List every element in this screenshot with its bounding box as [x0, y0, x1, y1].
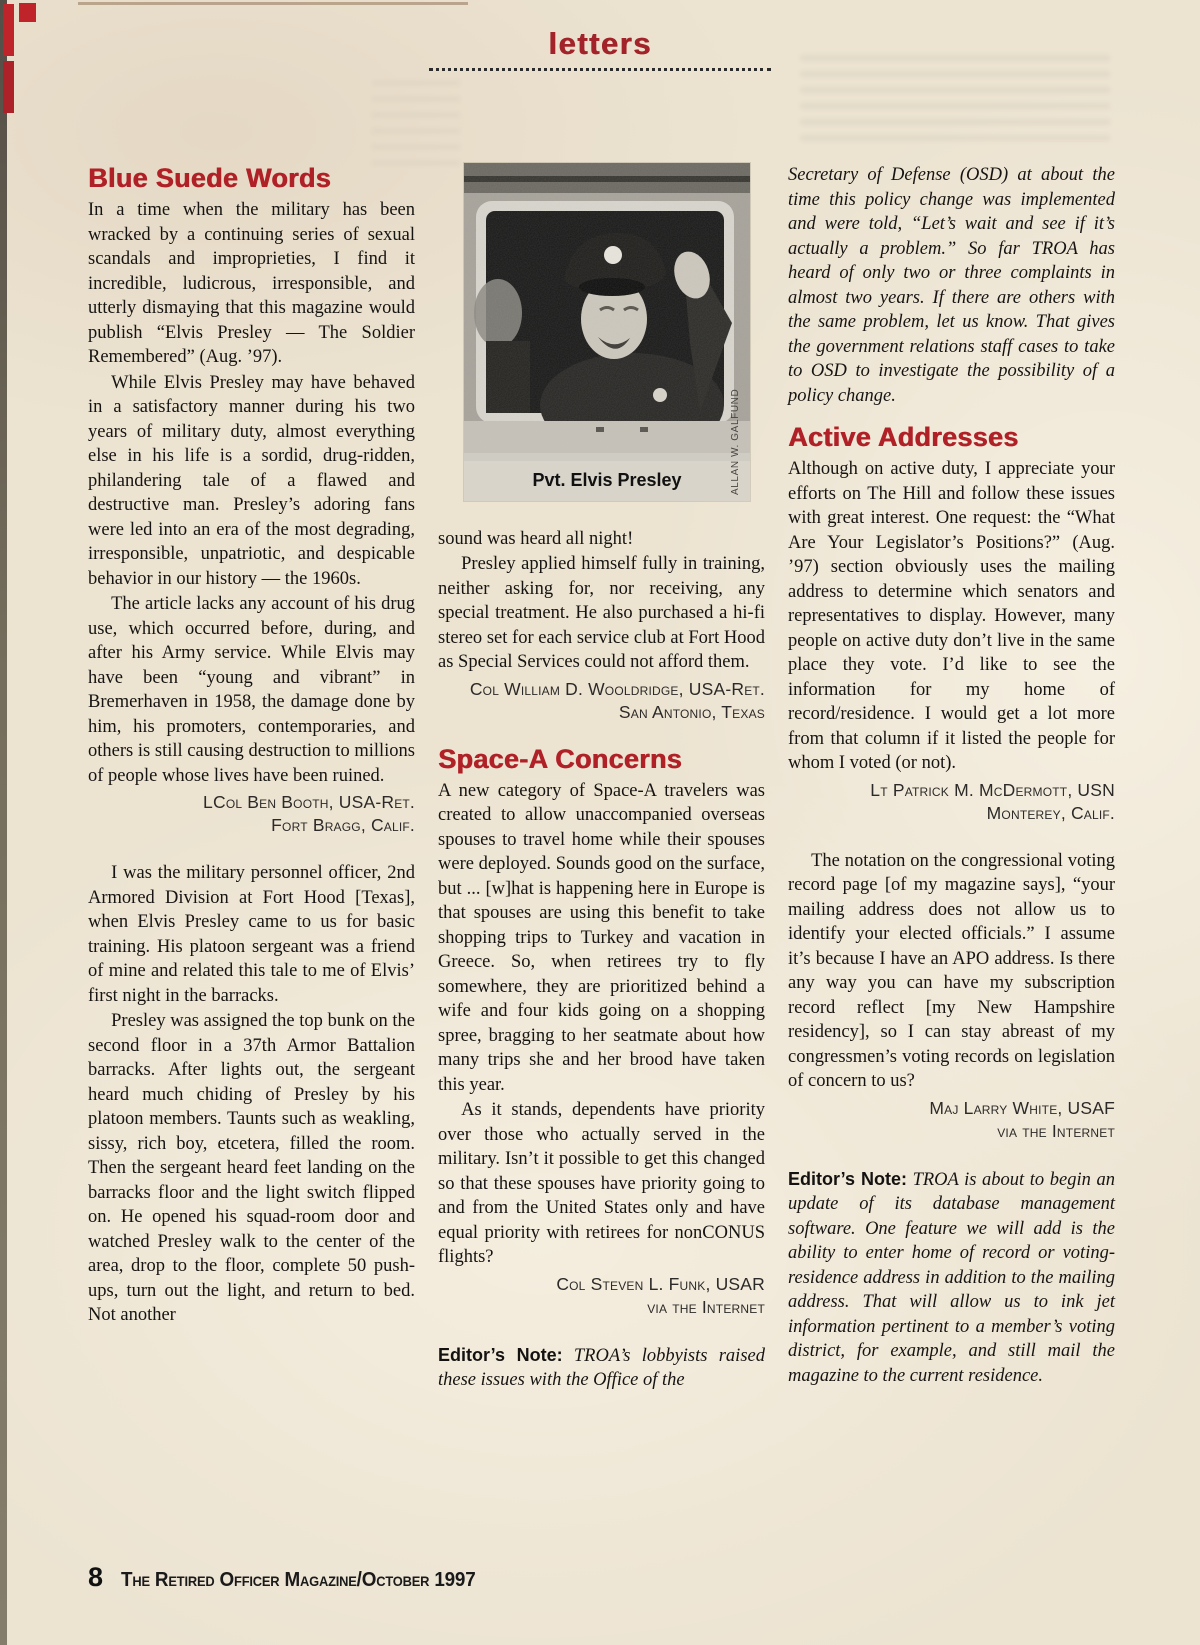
paragraph: As it stands, dependents have priority over those who actually served in the military. Isn’t it possible to get this changed so that these spouses have priority going to and from the United States only and have equal priority with retirees for nonCONUS flights? [438, 1100, 765, 1267]
signature-name: Maj Larry White, USAF [929, 1097, 1115, 1118]
editors-note [438, 1343, 765, 1393]
paragraph: Presley applied himself fully in training, neither asking for, nor receiving, any special treatment. He also purchased a hi-fi stereo set for each service club at Fort Hood as Special Services could not afford them. [438, 554, 765, 672]
paragraph: I was the military personnel officer, 2nd Armored Division at Fort Hood [Texas], when Elvis Presley came to us for basic training. His platoon sergeant was a friend of mine and related this tale to me of Elvis’ first night in the barracks. [88, 863, 415, 1006]
footer-magazine-title: The Retired Officer Magazine/October 1997 [121, 1568, 476, 1591]
signature-place: via the Internet [647, 1296, 765, 1317]
letter-signature [88, 791, 415, 837]
trim-mark [19, 3, 36, 22]
footer-page-number: 8 [88, 1562, 104, 1592]
trim-mark [3, 61, 14, 113]
signature-name: Col Steven L. Funk, USAR [556, 1273, 765, 1294]
letter-signature [788, 779, 1115, 825]
signature-name: LCol Ben Booth, USA-Ret. [203, 792, 415, 812]
letter-heading-active-addresses: Active Addresses [788, 422, 1019, 452]
column-3 [788, 163, 1115, 1389]
signature-place: Fort Bragg, Calif. [271, 815, 415, 835]
paragraph: Presley was assigned the top bunk on the second floor in a 37th Armor Battalion barracks. After lights out, the sergeant heard much chiding of Presley by his platoon members. Taunts such as weakling, sissy, rich boy, etcetera, filled the room. Then the sergeant heard feet landing on the barracks floor and the light switch flipped on. He opened his squad-room door and watched Presley walk to the center of the area, drop to the floor, complete 50 push-ups, turn out the light, and return to bed. Not another [88, 1011, 415, 1325]
column-2 [438, 163, 765, 1394]
photo-caption: Pvt. Elvis Presley [464, 461, 750, 501]
paragraph: Although on active duty, I appreciate your efforts on The Hill and follow these issues with great interest. One request: the “What Are Your Legislator’s Positions?” (Aug. ’97) section obviously uses the mailing address to determine which senators and representatives to display. However, many people on active duty don’t live in the same place they vote. I’d like to see the information for my home of record/residence. I would get a lot more from that column if it listed the people for whom I voted (or not). [788, 459, 1115, 773]
editors-note-label: Editor’s Note: [788, 1168, 907, 1189]
letter-signature [438, 678, 765, 724]
signature-place: San Antonio, Texas [618, 701, 765, 722]
letter-heading-blue-suede-words: Blue Suede Words [88, 163, 331, 193]
editors-note-continuation: Secretary of Defense (OSD) at about the time this policy change was implemented and were told, “Let’s wait and see if it’s actually a problem.” So far TROA has heard of only two or three complaints in almost two years. If there are others with the same problem, let us know. That gives the government relations staff cases to take to OSD to investigate the possibility of a policy change. [788, 165, 1115, 406]
paragraph: The article lacks any account of his drug use, which occurred before, during, and after his Army service. While Elvis may have been “young and vibrant” in Bremerhaven in 1958, the damage done by him, his promoters, contemporaries, and others is still causing destruction to millions of people whose lives have been ruined. [88, 594, 415, 786]
photo-elvis-presley [464, 163, 750, 501]
paragraph: sound was heard all night! [438, 528, 634, 549]
editors-note-text: TROA’s lobbyists raised these issues with the Office of the [438, 1345, 765, 1390]
paragraph: The notation on the congressional voting record page [of my magazine says], “your mailing address does not allow us to identify your elected officials.” I assume it’s because I have an APO address. Is there any way you can have my subscription record reflect [my New Hampshire residency], so I can stay abreast of my congressmen’s voting records on legislation of concern to us? [788, 850, 1115, 1091]
signature-place: via the Internet [997, 1120, 1115, 1141]
scan-artifact [78, 2, 468, 5]
photo-credit: ALLAN W. GALFUND [729, 388, 741, 495]
signature-name: Col William D. Wooldridge, USA-Ret. [469, 678, 765, 699]
letter-signature [788, 1097, 1115, 1143]
photo-illustration [464, 163, 750, 453]
signature-name: Lt Patrick M. McDermott, USN [870, 779, 1115, 800]
section-title: letters [548, 26, 652, 61]
page-scan-edge [0, 0, 7, 1645]
editors-note-text: TROA is about to begin an update of its database management software. One feature we will add is the ability to enter home of record or voting-residence address in addition to the mailing address. That will allow us to ink jet information pertinent to a member’s voting district, for example, and still mail the magazine to the current residence. [788, 1169, 1115, 1386]
letter-heading-space-a-concerns: Space-A Concerns [438, 743, 682, 774]
three-column-layout [88, 163, 1115, 1394]
paragraph: In a time when the military has been wracked by a continuing series of sexual scandals and improprieties, I find it incredible, ludicrous, irresponsible, and utterly dismaying that this magazine would publish “Elvis Presley — The Soldier Remembered” (Aug. ’97). [88, 200, 415, 367]
editors-note [788, 1167, 1115, 1389]
section-header [0, 0, 1200, 71]
trim-mark [3, 4, 14, 56]
dotted-rule [429, 66, 771, 71]
letter-signature [438, 1273, 765, 1319]
signature-place: Monterey, Calif. [986, 802, 1115, 823]
editors-note-label: Editor’s Note: [438, 1344, 563, 1365]
paragraph: A new category of Space-A travelers was created to allow unaccompanied overseas spouses to travel home while their spouses were deployed. Sounds good on the surface, but ... [w]hat is happening here in Europe is that spouses are using this benefit to take shopping trips to Turkey and vacation in Greece. So, when retirees try to fly somewhere, they are prioritized behind a wife and four kids going on a shopping spree, bragging to her seatmate about how many trips she and her brood have taken this year. [438, 780, 765, 1095]
bleed-through-ghost [372, 80, 460, 172]
column-1 [88, 163, 415, 1329]
page-footer [88, 1562, 506, 1593]
paragraph: While Elvis Presley may have behaved in a satisfactory manner during his two years of military duty, almost everything else in his life is a sordid, drug-ridden, philandering tale of a flawed and destructive man. Presley’s adoring fans were led into an era of the most degrading, irresponsible, unpatriotic, and despicable behavior in our history — the 1960s. [88, 372, 415, 589]
